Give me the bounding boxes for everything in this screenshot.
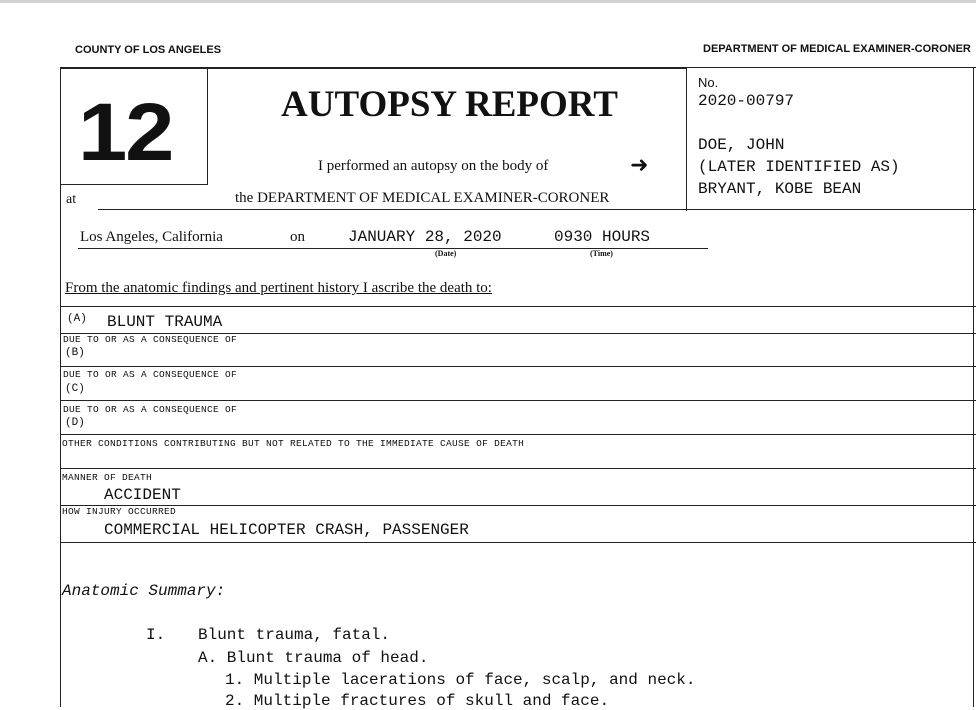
arrow-right-icon: ➜ — [630, 153, 649, 178]
other-conditions-line — [60, 468, 976, 469]
cause-line-b — [60, 366, 976, 367]
scan-top-edge — [0, 0, 976, 3]
frame-top-line-right — [686, 67, 976, 68]
how-injury-label: HOW INJURY OCCURRED — [62, 506, 177, 517]
frame-divider-line — [686, 67, 687, 211]
summary-heading: Anatomic Summary: — [62, 582, 226, 600]
department-header: DEPARTMENT OF MEDICAL EXAMINER-CORONER — [703, 43, 971, 55]
report-title: AUTOPSY REPORT — [281, 84, 618, 125]
county-header: COUNTY OF LOS ANGELES — [75, 44, 222, 56]
manner-line — [60, 505, 976, 506]
at-label: at — [66, 192, 77, 207]
cause-d-label: (D) — [65, 417, 85, 429]
decedent-name-line-3: BRYANT, KOBE BEAN — [698, 180, 862, 198]
cause-intro: From the anatomic findings and pertinent history I ascribe the death to: — [65, 280, 492, 296]
at-underline — [98, 209, 686, 210]
frame-right-line — [973, 67, 974, 707]
autopsy-time: 0930 HOURS — [554, 228, 651, 246]
summary-item-1: 1. Multiple lacerations of face, scalp, and neck. — [225, 671, 696, 689]
cause-a-label: (A) — [67, 313, 87, 325]
case-number: 2020-00797 — [698, 92, 795, 110]
case-number-label: No. — [698, 75, 719, 90]
autopsy-date: JANUARY 28, 2020 — [348, 228, 502, 246]
how-injury-line — [60, 542, 976, 543]
cause-line-c — [60, 400, 976, 401]
due-to-label-c: DUE TO OR AS A CONSEQUENCE OF — [63, 369, 238, 380]
summary-a-text: A. Blunt trauma of head. — [198, 649, 429, 667]
decedent-name-line-1: DOE, JOHN — [698, 136, 785, 154]
decedent-name-line-2: (LATER IDENTIFIED AS) — [698, 158, 900, 176]
at-value: the DEPARTMENT OF MEDICAL EXAMINER-CORONER — [235, 190, 610, 206]
cause-b-label: (B) — [65, 347, 85, 359]
summary-item-2: 2. Multiple fractures of skull and face. — [225, 692, 610, 710]
manner-label: MANNER OF DEATH — [62, 472, 153, 483]
cause-c-label: (C) — [65, 383, 85, 395]
date-underline — [78, 248, 708, 249]
cause-a-value: BLUNT TRAUMA — [107, 313, 223, 331]
due-to-label-d: DUE TO OR AS A CONSEQUENCE OF — [63, 404, 238, 415]
on-label: on — [290, 229, 305, 245]
cause-line-top — [60, 306, 976, 307]
location: Los Angeles, California — [80, 229, 223, 245]
summary-i-marker: I. — [146, 626, 166, 644]
summary-i-text: Blunt trauma, fatal. — [198, 626, 391, 644]
right-box-bottom-line — [686, 209, 976, 210]
cause-line-d — [60, 434, 976, 435]
date-caption: (Date) — [435, 249, 457, 258]
due-to-label-b: DUE TO OR AS A CONSEQUENCE OF — [63, 334, 238, 345]
performed-text: I performed an autopsy on the body of — [318, 158, 549, 174]
time-caption: (Time) — [590, 249, 613, 258]
manner-value: ACCIDENT — [104, 486, 181, 504]
how-injury-value: COMMERCIAL HELICOPTER CRASH, PASSENGER — [104, 521, 469, 539]
page-number: 12 — [78, 87, 173, 178]
other-conditions-label: OTHER CONDITIONS CONTRIBUTING BUT NOT RELATED TO THE IMMEDIATE CAUSE OF DEATH — [62, 438, 525, 449]
